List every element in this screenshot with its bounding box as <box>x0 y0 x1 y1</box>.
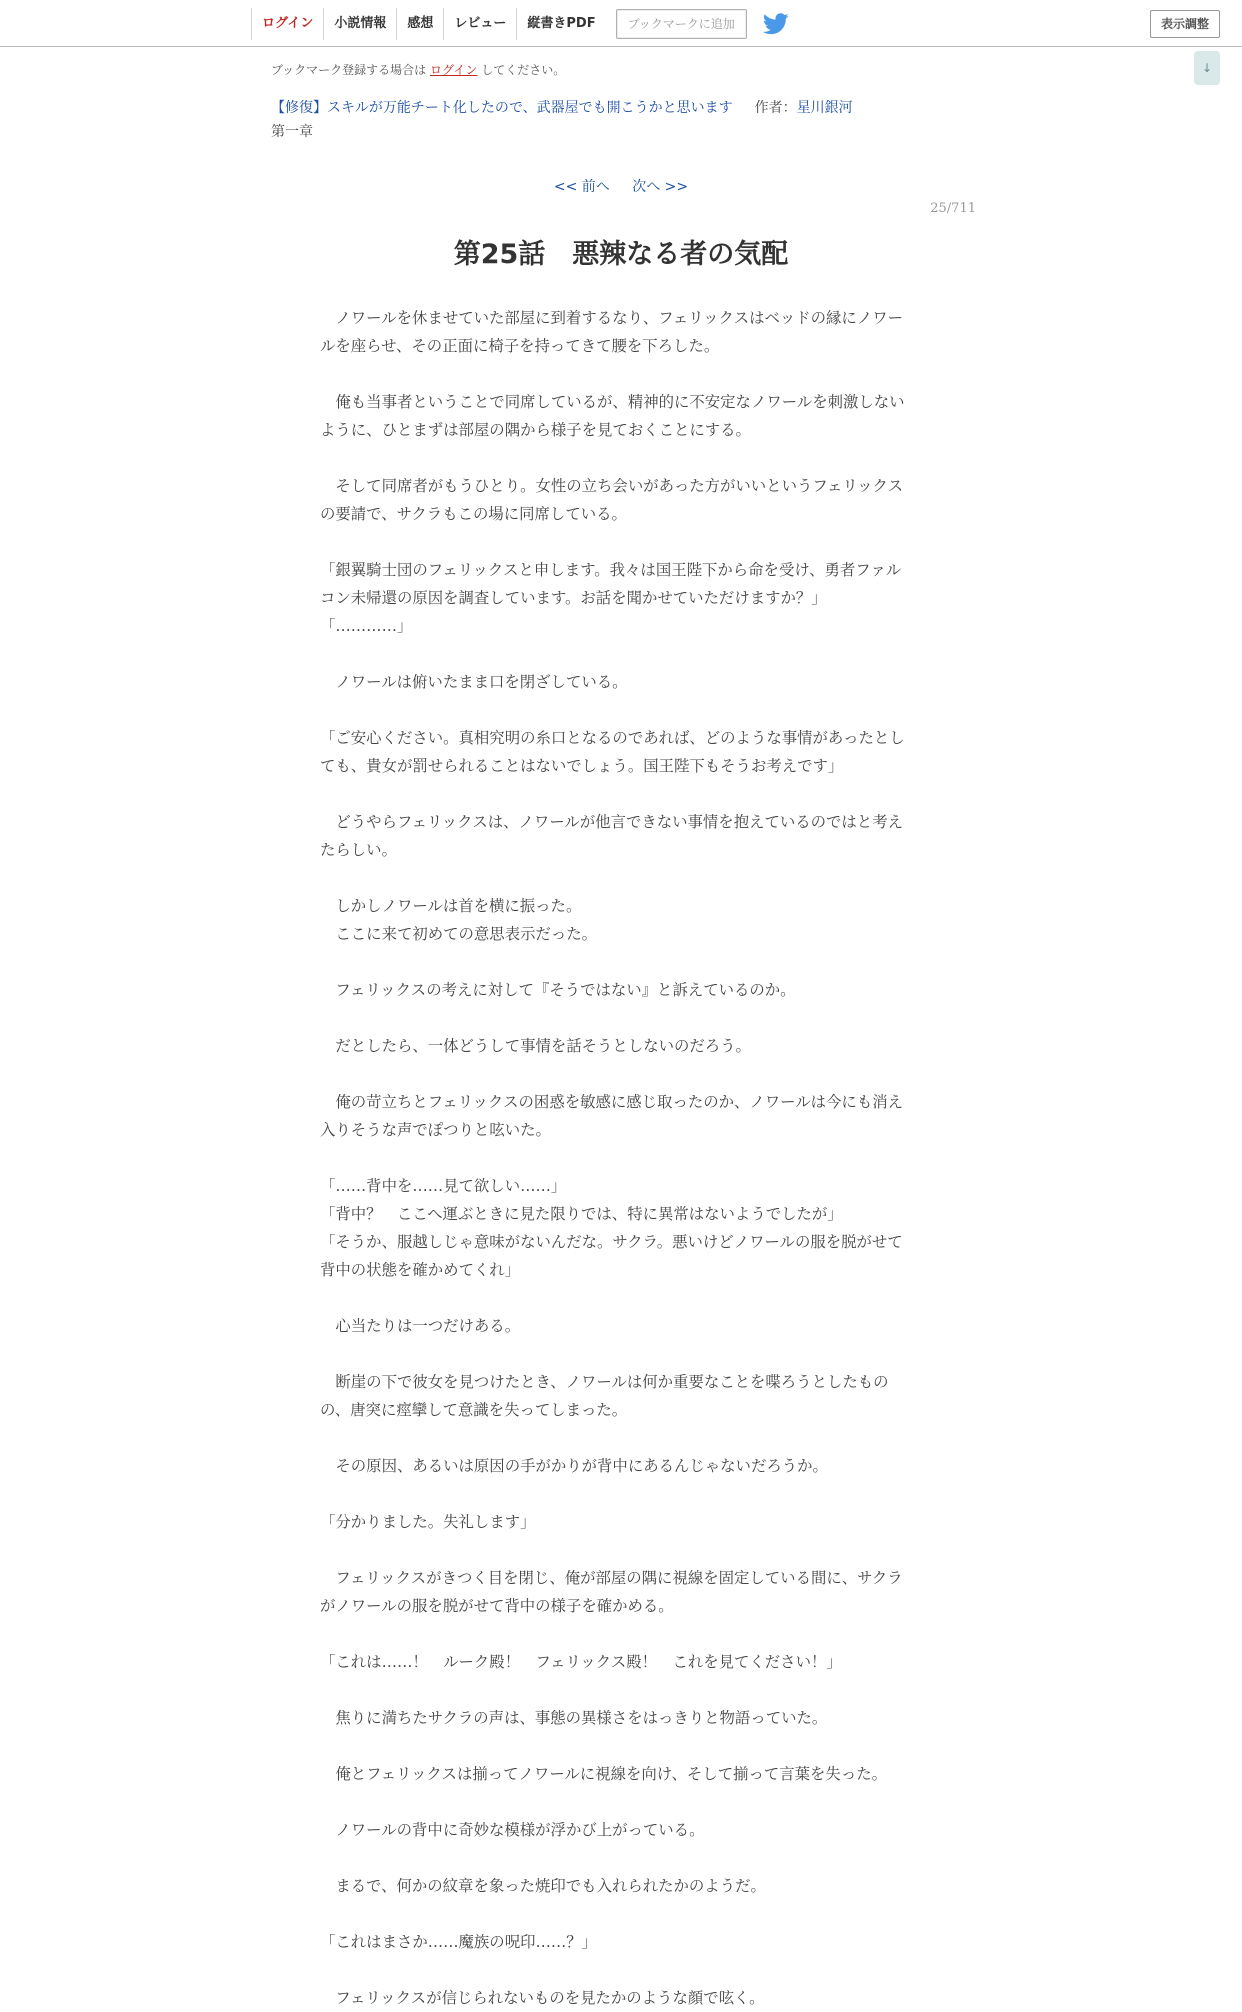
prev-episode-link[interactable]: << 前へ <box>553 179 610 195</box>
twitter-icon[interactable] <box>763 13 789 35</box>
blank-line <box>320 528 916 556</box>
body-paragraph: 俺とフェリックスは揃ってノワールに視線を向け、そして揃って言葉を失った。 <box>320 1765 887 1783</box>
body-paragraph: ノワールは俯いたまま口を閉ざしている。 <box>320 673 628 691</box>
blank-line <box>320 1004 916 1032</box>
notice-login-link[interactable]: ログイン <box>430 63 478 77</box>
body-paragraph: どうやらフェリックスは、ノワールが他言できない事情を抱えているのではと考えたらしい。 <box>320 813 903 859</box>
body-paragraph: 「銀翼騎士団のフェリックスと申します。我々は国王陛下から命を受け、勇者ファルコン未帰還の原因を調査しています。お話を聞かせていただけますか？」 <box>320 561 902 607</box>
body-paragraph: フェリックスが信じられないものを見たかのような顔で呟く。 <box>320 1989 765 2007</box>
next-episode-link[interactable]: 次へ >> <box>632 179 689 195</box>
top-navigation-bar <box>0 0 1242 47</box>
scroll-down-button[interactable]: ↓ <box>1194 51 1220 85</box>
review-link[interactable]: レビュー <box>443 8 516 40</box>
blank-line <box>320 1060 916 1088</box>
body-paragraph: ノワールの背中に奇妙な模様が浮かび上がっている。 <box>320 1821 705 1839</box>
episode-title: 第25話 悪辣なる者の気配 <box>453 239 789 270</box>
blank-line <box>320 948 916 976</box>
body-paragraph: その原因、あるいは原因の手がかりが背中にあるんじゃないだろうか。 <box>320 1457 828 1475</box>
login-link[interactable]: ログイン <box>251 8 323 40</box>
body-paragraph: 「ご安心ください。真相究明の糸口となるのであれば、どのような事情があったとしても、貴女が罰せられることはないでしょう。国王陛下もそうお考えです」 <box>320 729 905 775</box>
page-number: 25/711 <box>930 201 976 216</box>
body-paragraph: ノワールを休ませていた部屋に到着するなり、フェリックスはベッドの縁にノワールを座らせ、その正面に椅子を持ってきて腰を下ろした。 <box>320 309 903 355</box>
blank-line <box>320 1536 916 1564</box>
blank-line <box>320 780 916 808</box>
blank-line <box>320 1144 916 1172</box>
notice-text-before: ブックマーク登録する場合は <box>271 63 427 77</box>
blank-line <box>320 444 916 472</box>
blank-line <box>320 1340 916 1368</box>
novel-info-link[interactable]: 小説情報 <box>323 8 396 40</box>
chapter-title: 第一章 <box>271 124 313 140</box>
body-paragraph: フェリックスがきつく目を閉じ、俺が部屋の隅に視線を固定している間に、サクラがノワールの服を脱がせて背中の様子を確かめる。 <box>320 1569 903 1615</box>
body-paragraph: フェリックスの考えに対して『そうではない』と訴えているのか。 <box>320 981 796 999</box>
blank-line <box>320 696 916 724</box>
display-settings-button[interactable]: 表示調整 <box>1150 10 1220 38</box>
body-paragraph: 俺も当事者ということで同席しているが、精神的に不安定なノワールを刺激しないように、ひとまずは部屋の隅から様子を見ておくことにする。 <box>320 393 905 439</box>
body-paragraph: 俺の苛立ちとフェリックスの困惑を敏感に感じ取ったのか、ノワールは今にも消え入りそうな声でぽつりと呟いた。 <box>320 1093 903 1139</box>
body-paragraph: しかしノワールは首を横に振った。 <box>320 897 582 915</box>
body-paragraph: 「これはまさか……魔族の呪印……？」 <box>320 1933 598 1951</box>
body-paragraph: 「…………」 <box>320 617 413 635</box>
blank-line <box>320 1900 916 1928</box>
blank-line <box>320 1732 916 1760</box>
add-bookmark-button[interactable]: ブックマークに追加 <box>616 9 747 39</box>
body-paragraph: だとしたら、一体どうして事情を話そうとしないのだろう。 <box>320 1037 751 1055</box>
blank-line <box>320 1844 916 1872</box>
body-paragraph: そして同席者がもうひとり。女性の立ち会いがあった方がいいというフェリックスの要請で、サクラもこの場に同席している。 <box>320 477 904 523</box>
body-paragraph: 心当たりは一つだけある。 <box>320 1317 521 1335</box>
body-paragraph: 「背中？ ここへ運ぶときに見た限りでは、特に異常はないようでしたが」 <box>320 1205 843 1223</box>
blank-line <box>320 1788 916 1816</box>
novel-title-link[interactable]: 【修復】スキルが万能チート化したので、武器屋でも開こうかと思います <box>271 100 733 116</box>
novel-header <box>271 97 853 117</box>
vertical-pdf-link[interactable]: 縦書きPDF <box>516 8 605 40</box>
episode-pager <box>0 176 1242 196</box>
body-paragraph: 「分かりました。失礼します」 <box>320 1513 536 1531</box>
body-paragraph: ここに来て初めての意思表示だった。 <box>320 925 598 943</box>
body-paragraph: 「これは……！ ルーク殿！ フェリックス殿！ これを見てください！」 <box>320 1653 842 1671</box>
notice-text-after: してください。 <box>481 63 566 77</box>
blank-line <box>320 864 916 892</box>
blank-line <box>320 1480 916 1508</box>
blank-line <box>320 1676 916 1704</box>
blank-line <box>320 360 916 388</box>
blank-line <box>320 1620 916 1648</box>
blank-line <box>320 640 916 668</box>
author-link[interactable]: 星川銀河 <box>796 100 853 116</box>
impressions-link[interactable]: 感想 <box>396 8 443 40</box>
bookmark-login-notice <box>271 61 565 78</box>
nav-menu <box>251 0 789 47</box>
blank-line <box>320 1956 916 1984</box>
blank-line <box>320 1284 916 1312</box>
body-paragraph: まるで、何かの紋章を象った焼印でも入れられたかのようだ。 <box>320 1877 766 1895</box>
body-paragraph: 「……背中を……見て欲しい……」 <box>320 1177 567 1195</box>
blank-line <box>320 1424 916 1452</box>
body-paragraph: 断崖の下で彼女を見つけたとき、ノワールは何か重要なことを喋ろうとしたものの、唐突に痙攣して意識を失ってしまった。 <box>320 1373 889 1419</box>
body-paragraph: 焦りに満ちたサクラの声は、事態の異様さをはっきりと物語っていた。 <box>320 1709 828 1727</box>
novel-body-text <box>320 304 916 2012</box>
author-label: 作者： <box>754 100 797 116</box>
body-paragraph: 「そうか、服越しじゃ意味がないんだな。サクラ。悪いけどノワールの服を脱がせて背中の状態を確かめてくれ」 <box>320 1233 903 1279</box>
